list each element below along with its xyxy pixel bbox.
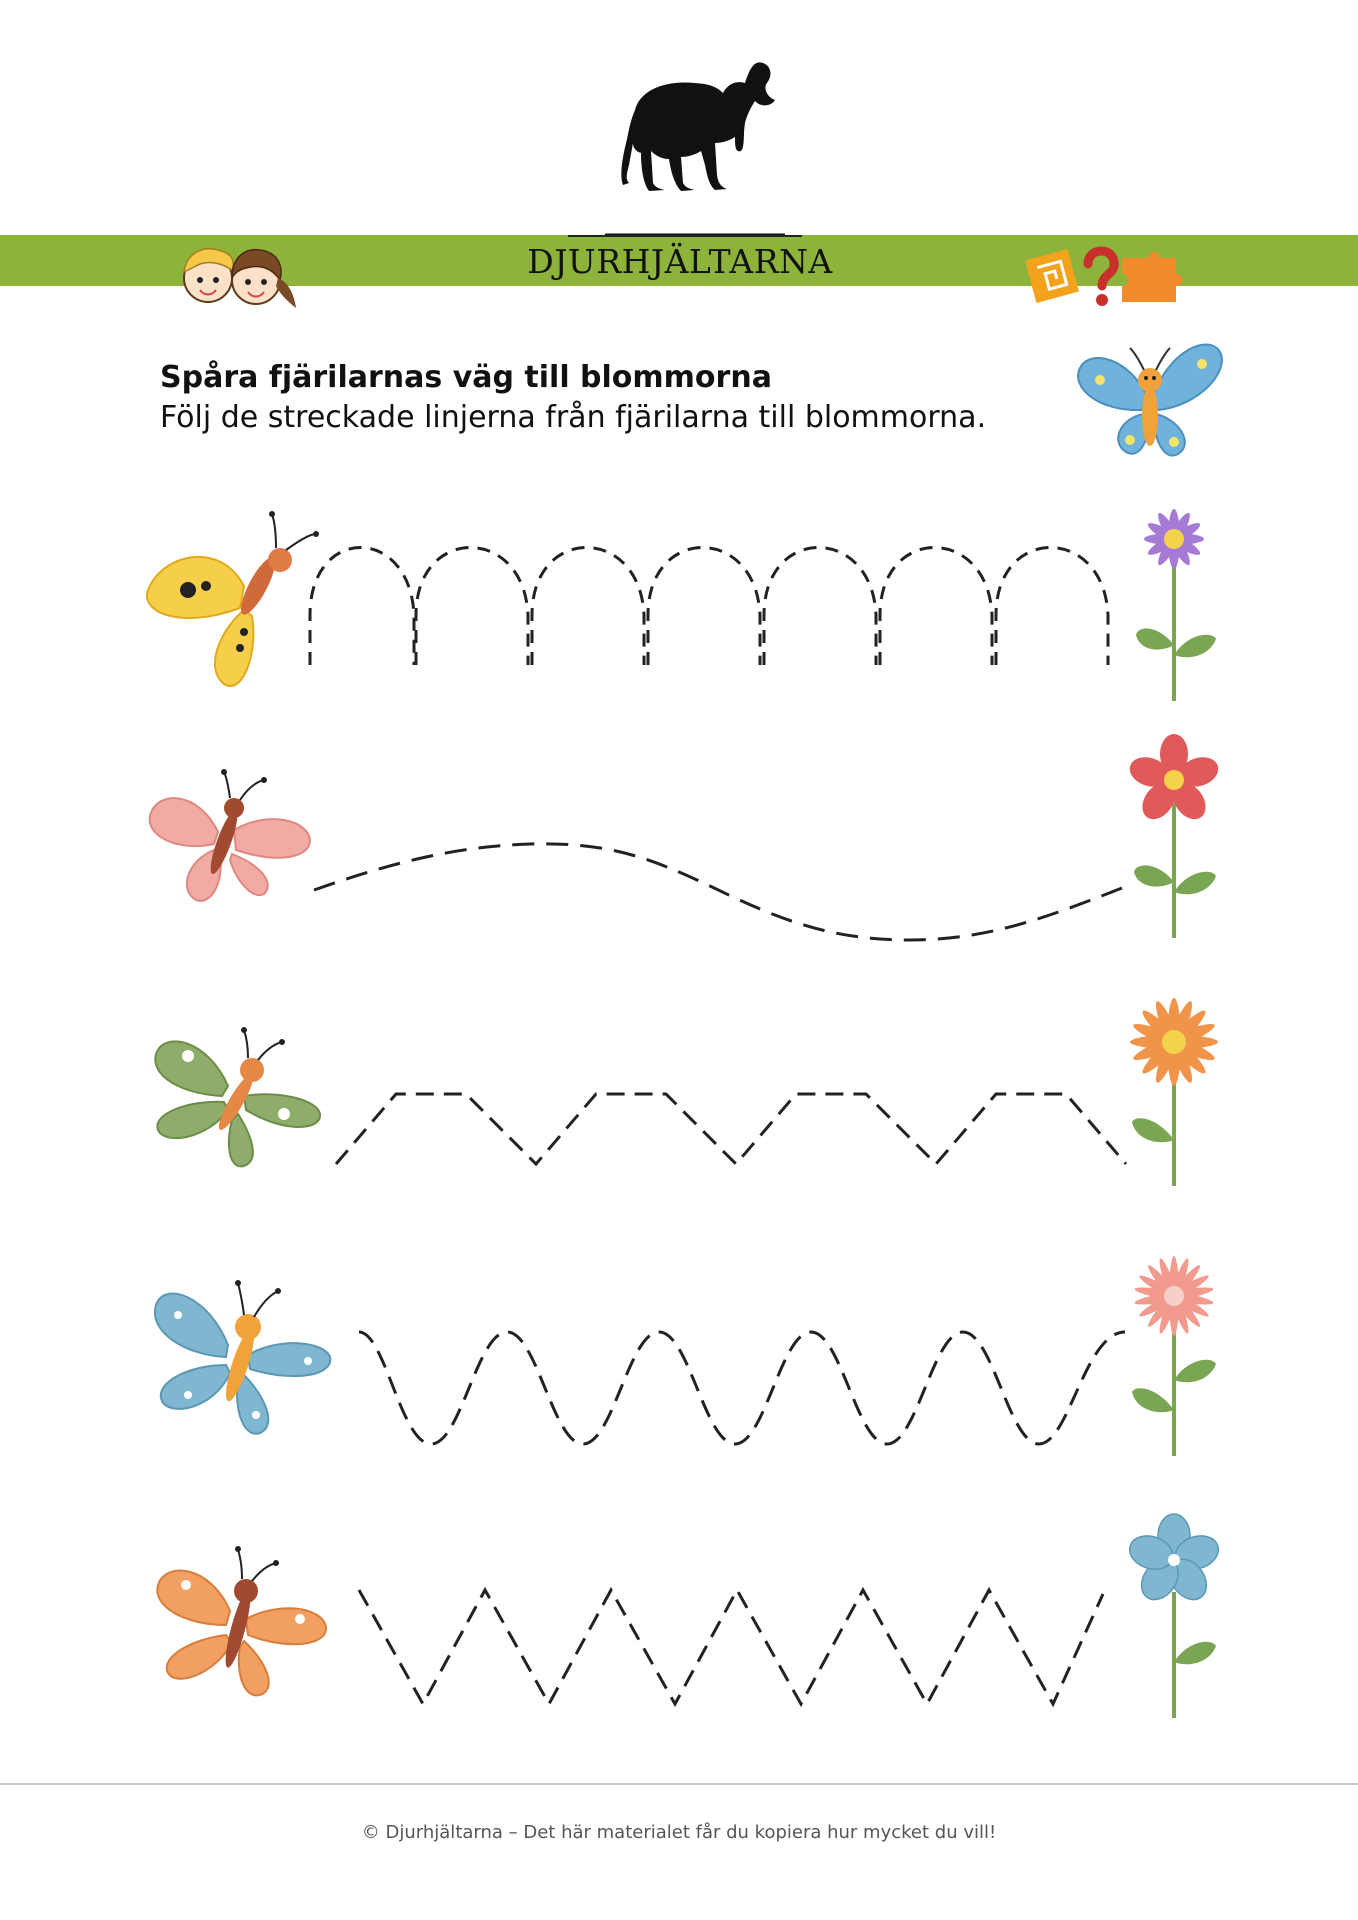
pink-butterfly-icon [148,760,318,910]
worksheet-instruction: Följ de streckade linjerna från fjärilarna till blommorna. [160,400,987,435]
puzzle-question-icon [1026,234,1186,314]
yellow-butterfly-icon [140,500,320,700]
red-flower-icon [1122,732,1228,942]
trace-path-gentle-wave [310,830,1130,950]
trace-path-sine-wave [355,1320,1130,1455]
orange-butterfly-icon [150,1535,330,1705]
kids-faces-icon [176,238,316,318]
elephant-silhouette-icon [595,55,795,235]
pink-flower-icon [1122,1250,1228,1460]
blue-butterfly-icon [1070,328,1230,478]
green-butterfly-icon [148,1010,328,1180]
footer-copyright: © Djurhjältarna – Det här materialet får du kopiera hur mycket du vill! [361,1822,997,1843]
blue-flower-icon [1122,1512,1228,1722]
brand-name: DJURHJÄLTARNA [527,242,833,281]
purple-flower-icon [1128,505,1228,705]
footer-divider [0,1783,1358,1785]
trace-path-arches [300,535,1140,670]
trace-path-zigzag [355,1580,1107,1710]
blue-butterfly-icon [148,1265,338,1445]
orange-flower-icon [1122,990,1228,1190]
trace-path-trapezoid-zigzag [330,1080,1130,1180]
worksheet-title: Spåra fjärilarnas väg till blommorna [160,360,772,395]
